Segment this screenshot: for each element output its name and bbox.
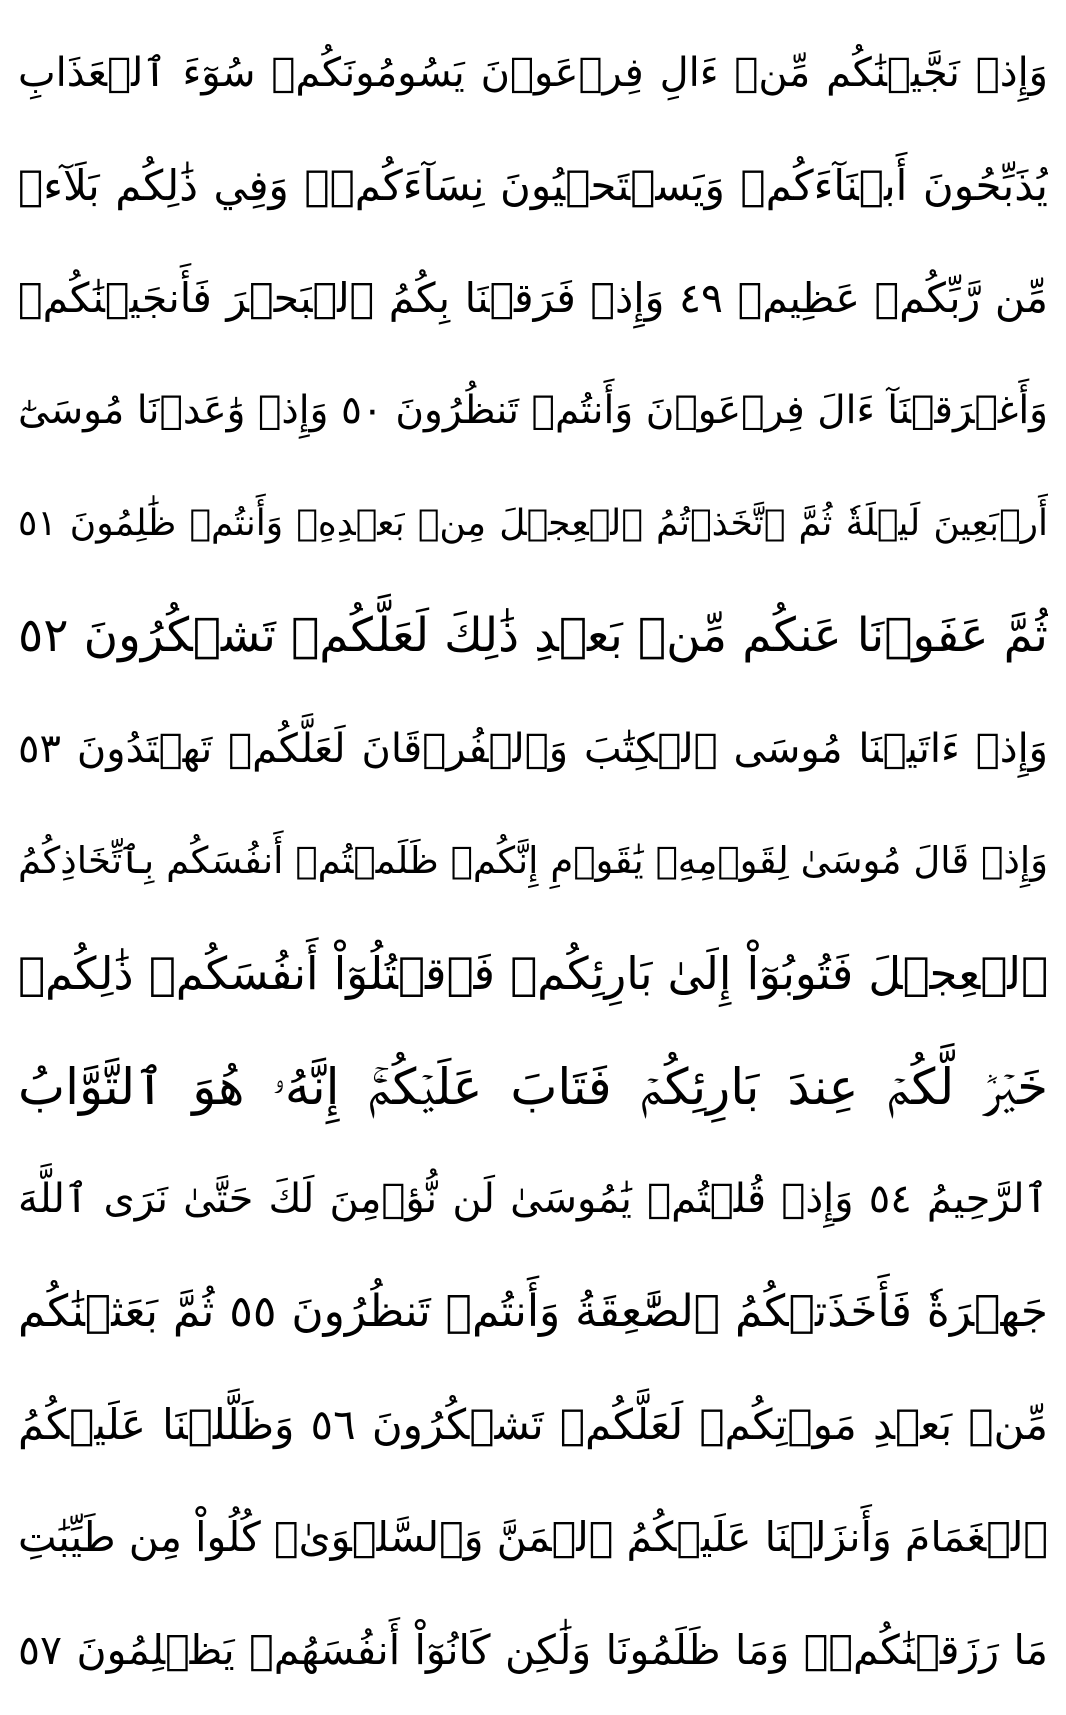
- text-line-11: ٱلرَّحِيمُ ٥٤ وَإِذۡ قُلۡتُمۡ يَٰمُوسَىٰ لَن نُّؤۡمِنَ لَكَ حَتَّىٰ نَرَى ٱللَّهَ: [18, 1176, 1048, 1223]
- text-line-9: ٱلۡعِجۡلَ فَتُوبُوٓاْ إِلَىٰ بَارِئِكُمۡ فَٱقۡتُلُوٓاْ أَنفُسَكُمۡ ذَٰلِكُمۡ: [18, 947, 1048, 1001]
- text-line-15: مَا رَزَقۡنَٰكُمۡۚ وَمَا ظَلَمُونَا وَلَٰكِن كَانُوٓاْ أَنفُسَهُمۡ يَظۡلِمُونَ ٥٧: [18, 1625, 1048, 1674]
- text-line-5: أَرۡبَعِينَ لَيۡلَةٗ ثُمَّ ٱتَّخَذۡتُمُ ٱلۡعِجۡلَ مِنۢ بَعۡدِهِۦ وَأَنتُمۡ ظَٰلِمُونَ ٥١: [18, 502, 1048, 544]
- text-line-4: وَأَغۡرَقۡنَآ ءَالَ فِرۡعَوۡنَ وَأَنتُمۡ تَنظُرُونَ ٥٠ وَإِذۡ وَٰعَدۡنَا مُوسَىٰٓ: [18, 387, 1048, 433]
- text-line-13: مِّنۢ بَعۡدِ مَوۡتِكُمۡ لَعَلَّكُمۡ تَشۡكُرُونَ ٥٦ وَظَلَّلۡنَا عَلَيۡكُمُ: [18, 1399, 1048, 1449]
- text-line-12: جَهۡرَةٗ فَأَخَذَتۡكُمُ ٱلصَّٰعِقَةُ وَأَنتُمۡ تَنظُرُونَ ٥٥ ثُمَّ بَعَثۡنَٰكُم: [18, 1286, 1048, 1338]
- text-block: [18, 28, 1048, 1695]
- text-line-2: يُذَبِّحُونَ أَبۡنَآءَكُمۡ وَيَسۡتَحۡيُونَ نِسَآءَكُمۡۚ وَفِي ذَٰلِكُم بَلَآءٞ: [18, 160, 1048, 210]
- text-line-10: خَيۡرٞ لَّكُمۡ عِندَ بَارِئِكُمۡ فَتَابَ عَلَيۡكُمۡۚ إِنَّهُۥ هُوَ ٱلتَّوَّابُ: [18, 1057, 1048, 1116]
- text-line-14: ٱلۡغَمَامَ وَأَنزَلۡنَا عَلَيۡكُمُ ٱلۡمَنَّ وَٱلسَّلۡوَىٰۖ كُلُواْ مِن طَيِّبَٰتِ: [18, 1513, 1048, 1562]
- text-line-1: وَإِذۡ نَجَّيۡنَٰكُم مِّنۡ ءَالِ فِرۡعَوۡنَ يَسُومُونَكُمۡ سُوٓءَ ٱلۡعَذَابِ: [18, 50, 1048, 96]
- text-line-7: وَإِذۡ ءَاتَيۡنَا مُوسَى ٱلۡكِتَٰبَ وَٱلۡفُرۡقَانَ لَعَلَّكُمۡ تَهۡتَدُونَ ٥٣: [18, 725, 1048, 772]
- text-line-8: وَإِذۡ قَالَ مُوسَىٰ لِقَوۡمِهِۦ يَٰقَوۡمِ إِنَّكُمۡ ظَلَمۡتُمۡ أَنفُسَكُم بِٱتِّخَاذِكُمُ: [18, 839, 1048, 883]
- text-line-3: مِّن رَّبِّكُمۡ عَظِيمٞ ٤٩ وَإِذۡ فَرَقۡنَا بِكُمُ ٱلۡبَحۡرَ فَأَنجَيۡنَٰكُمۡ: [18, 274, 1048, 323]
- text-line-6: ثُمَّ عَفَوۡنَا عَنكُم مِّنۢ بَعۡدِ ذَٰلِكَ لَعَلَّكُمۡ تَشۡكُرُونَ ٥٢: [18, 608, 1048, 664]
